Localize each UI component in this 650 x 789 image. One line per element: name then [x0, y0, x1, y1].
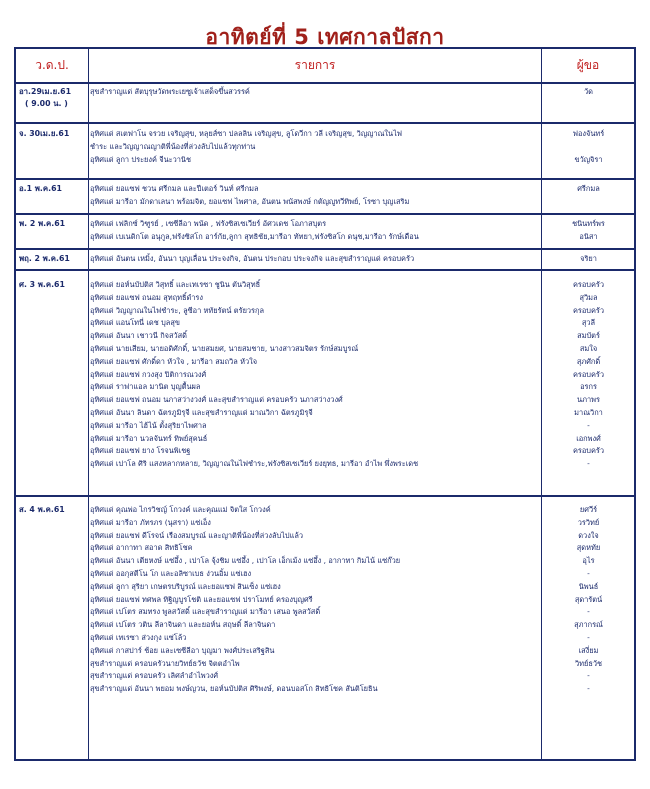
row-items	[90, 253, 542, 266]
row-requesters	[543, 504, 634, 696]
intention-line: อุทิศแด่ สเตฟาโน จรวย เจริญสุข, หลุยส์ซา ปลลลิน เจริญสุข, ลูโดวีกา วลี เจริญสุข, วิญญาณในไฟ	[90, 129, 403, 138]
schedule-table	[14, 47, 636, 761]
intention-line: อุทิศแด่ ยอแซฟ กวงสุง ปิติการณวงศ์	[90, 369, 207, 379]
intention-line: อุทิศแด่ คุณพ่อ ไกรวิชญ์ โกวงค์ และคุณแม่ จิตใส โกวงค์	[90, 505, 271, 514]
requester-name: เสงี่ยม	[578, 645, 599, 655]
intention-line: อุทิศแด่ ลูกา ประยงค์ จีนะวานิช	[90, 154, 192, 164]
header-requester: ผู้ขอ	[576, 58, 600, 72]
table-row	[16, 271, 634, 497]
row-date-text: ศ. 3 พ.ค.61	[19, 280, 65, 289]
intention-line: อุทิศแด่ ยอแซฟ ยาง โรจนพิเชฐ	[90, 446, 191, 456]
requester-name: ดวงใจ	[578, 530, 599, 540]
intention-line: อุทิศแด่ ลูกา สุริยา เกษตรบริบูรณ์ และยอแซฟ สินเซ็ง แซ่เฮง	[90, 581, 281, 591]
intention-line: อุทิศแด่ ยอแซฟ ชวน ศรีกมล และปีเตอร์ วินท์ ศรีกมล	[90, 184, 259, 193]
row-date	[19, 218, 83, 230]
row-requesters	[543, 128, 634, 166]
requester-name: อนิสา	[579, 231, 598, 241]
requester-name: วรวิทย์	[577, 517, 600, 527]
requester-name: ยศวีร์	[579, 505, 598, 514]
row-date	[19, 183, 83, 195]
row-date-text: พฤ. 2 พ.ค.61	[19, 254, 70, 263]
row-requesters	[543, 218, 634, 244]
requester-name: สุดารัตน์	[574, 594, 603, 604]
table-row	[16, 497, 634, 761]
intention-line: อุทิศแด่ แอนโทนี่ เดช บุลสุข	[90, 318, 180, 328]
intention-line: สุขสำราญแด่ ครอบครัว เลิศลำอำไพวงศ์	[90, 671, 219, 681]
row-items	[90, 128, 542, 166]
requester-name: สุภศักดิ์	[576, 356, 601, 366]
requester-name: -	[587, 420, 590, 430]
row-date	[19, 504, 83, 516]
intention-line: อุทิศแด่ อันนา เชาวนี กิจสวัสดิ์	[90, 331, 187, 341]
requester-name: จริยา	[580, 254, 597, 263]
intention-line: อุทิศแด่ เบเนดิกโต อนุกูล,ฟรังซิสโก อาร์กัย,ลูกา สุทธิชัย,มารีอา ทัทยา,ฟรังซิสโก ดนุช,มารีอา รักษ์เดือน	[90, 231, 419, 241]
intention-line: อุทิศแด่ เปโตร วติน ลีลาจินดา และยอห์น สฤษดิ์ ลีลาจินดา	[90, 620, 276, 630]
intention-line: สุขสำราญแด่ ครอบครัวนายวิทย์ธวัช จิตตอำไพ	[90, 658, 240, 668]
intention-line: อุทิศแด่ เปาโล ศิริ แสงหลากหลาย, วิญญาณในไฟชำระ,ฟรังซิสเซเวียร์ ยงยุทธ, มารีอา อำไพ พึ่งพระเดช	[90, 459, 419, 469]
table-row	[16, 124, 634, 180]
intention-line: สุขสำราญแด่ อันนา พยอม พงษ์ญวน, ยอห์นบัปติส ศิริพงษ์, ดอนบอสโก สิทธิโชค สันติโยธิน	[90, 684, 378, 694]
requester-name: สุดหทัย	[576, 543, 601, 553]
intention-line: อุทิศแด่ เทเรซา ส่วงกุง แซ่โล้ว	[90, 632, 187, 642]
requester-name: ครอบครัว	[572, 305, 605, 315]
row-items	[90, 279, 542, 471]
intention-line: ชำระ และวิญญาณญาติพี่น้องที่ล่วงลับไปแล้วทุกท่าน	[90, 141, 256, 151]
row-date-text: อ.1 พ.ค.61	[19, 184, 62, 193]
row-items	[90, 504, 542, 696]
requester-name: ชนินทร์พร	[572, 219, 605, 228]
requester-name: นิพนธ์	[578, 581, 599, 591]
requester-name: นภาพร	[577, 395, 600, 405]
table-row	[16, 180, 634, 215]
requester-name: สุวลี	[581, 318, 596, 328]
intention-line: อุทิศแด่ ราฟาแอล มานิต บุญตื้นผล	[90, 382, 201, 392]
requester-name: ฟองจันทร์	[572, 129, 605, 138]
table-row	[16, 82, 634, 124]
row-requesters	[543, 253, 634, 266]
requester-name: สุภากรณ์	[574, 620, 603, 630]
requester-name: -	[587, 632, 590, 642]
intention-line: อุทิศแด่ นายเสียม, นายอดิศักดิ์, นายสมยศ, นายสมชาย, นางสาวสมจิตร รักษ์สมบูรณ์	[90, 343, 359, 353]
requester-name	[543, 141, 634, 154]
intention-line: อุทิศแด่ ยอแซฟ ดีโรจน์ เรืองสมบูรณ์ และญาติพี่น้องที่ล่วงลับไปแล้ว	[90, 530, 304, 540]
requester-name: วัด	[584, 87, 593, 96]
requester-name: -	[587, 607, 590, 617]
requester-name: อรกร	[580, 382, 597, 392]
row-time: ( 9.00 น. )	[25, 99, 68, 108]
intention-line: อุทิศแด่ อันนา เตียหงษ์ แซ่อึ้ง , เปาโล จุ้งชิม แซ่อึ้ง , เปาโล เอ็กเม้ง แซ่อึ้ง , อากาทา กิมไน้ แซ่ก๊วย	[90, 556, 401, 566]
header-items: รายการ	[294, 58, 336, 72]
row-requesters	[543, 183, 634, 209]
intention-line: อุทิศแด่ ยอแซฟ ทศพล ทิฐิญบูรโชติ และยอแซฟ ปราโมทย์ ครองบุญศรี	[90, 594, 313, 604]
intention-line: อุทิศแด่ วิญญาณในไฟชำระ, ลูซีอา หทัยรัตน์ ตรัยวรกุล	[90, 305, 265, 315]
row-date-text: พ. 2 พ.ค.61	[19, 219, 66, 228]
intention-line: อุทิศแด่ กาสปาร์ ช้อย และเซซีลีอา บุญมา พงศ์ประเสริฐสิน	[90, 645, 275, 655]
intention-line: อุทิศแด่ มารีอา มักดาเลนา พร้อมจิต, ยอแซฟ ไพศาล, อันตน พนัสพงษ์ กตัญญูทวีทิพย์, โรซา บุญเสริม	[90, 196, 410, 206]
requester-name: ขวัญจิรา	[574, 154, 603, 164]
requester-name: มาณวิกา	[574, 407, 603, 417]
requester-name: ครอบครัว	[572, 369, 605, 379]
intention-line: อุทิศแด่ เปโตร สมทรง พูลสวัสดิ์ และสุขสำราญแด่ มารีอา เสนอ พูลสวัสดิ์	[90, 607, 321, 617]
row-date	[19, 253, 83, 265]
requester-name: ครอบครัว	[572, 280, 605, 289]
table-row	[16, 250, 634, 271]
intention-line: อุทิศแด่ ออกุสตีโน โก และอลิซาเบธ ง่วนอิ้ม แซ่เฮง	[90, 568, 252, 578]
requester-name: -	[587, 568, 590, 578]
intention-line: อุทิศแด่ อากาทา สอาด สิทธิโชค	[90, 543, 193, 553]
intention-line: อุทิศแด่ เฟลิกซ์ วิฑูรย์ , เซซีลีอา พนัด , ฟรังซิสเซเวียร์ อัศวเดช โอภาสบุตร	[90, 219, 327, 228]
row-date-text: จ. 30เม.ย.61	[19, 129, 70, 138]
intention-line: อุทิศแด่ ยอแซฟ ถนอม สุทฤทธิ์ดำรง	[90, 292, 203, 302]
row-items	[90, 86, 542, 99]
intention-line: อุทิศแด่ มารีอา ไฮ้ไน้ ตั้งสุริยาไพศาล	[90, 420, 207, 430]
row-items	[90, 183, 542, 209]
row-date	[19, 128, 83, 140]
page-title: อาทิตย์ที่ 5 เทศกาลปัสกา	[205, 25, 445, 49]
table-header	[16, 49, 634, 84]
requester-name: สมใจ	[579, 343, 598, 353]
row-date-text: อา.29เม.ย.61	[19, 87, 72, 96]
requester-name: สุวิมล	[579, 292, 598, 302]
requester-name: -	[587, 684, 590, 694]
row-date	[19, 86, 83, 110]
intention-line: อุทิศแด่ ยอห์นบัปติส วิสุทธิ์ และเทเรซา ชูนิน ตันวิสุทธิ์	[90, 280, 261, 289]
row-requesters	[543, 279, 634, 471]
intention-line: สุขสำราญแด่ สัตบุรุษวัดพระเยซูเจ้าเสด็จขึ้นสวรรค์	[90, 87, 250, 96]
requester-name: สมบัตร์	[577, 331, 600, 341]
requester-name: -	[587, 671, 590, 681]
requester-name: ศรีกมล	[577, 184, 600, 193]
intention-line: อุทิศแด่ ยอแซฟ ถนอม นภาสว่างวงศ์ และสุขสำราญแด่ ครอบครัว นภาสว่างวงศ์	[90, 395, 343, 405]
row-date-text: ส. 4 พ.ค.61	[19, 505, 65, 514]
intention-line: อุทิศแด่ มารีอา ภัทรภร (นุสรา) แซ่เอ็ง	[90, 517, 211, 527]
table-row	[16, 215, 634, 250]
row-date	[19, 279, 83, 291]
requester-name	[543, 196, 634, 209]
requester-name: ครอบครัว	[572, 446, 605, 456]
requester-name: อุไร	[582, 556, 595, 566]
row-items	[90, 218, 542, 244]
requester-name: วิทย์ธวัช	[574, 658, 603, 668]
requester-name: เอกพงศ์	[576, 433, 601, 443]
requester-name: -	[587, 459, 590, 469]
intention-line: อุทิศแด่ มารีอา นวลจันทร์ ทิพย์สุคนธ์	[90, 433, 208, 443]
intention-line: อุทิศแด่ ยอแซฟ ศักดิ์ดา หัวใจ , มารีอา สมถวิล หัวใจ	[90, 356, 258, 366]
header-date: ว.ด.ป.	[35, 58, 69, 72]
row-requesters	[543, 86, 634, 99]
intention-line: อุทิศแด่ อันตน เหมิ้ง, อันนา บุญเลื่อน ประจงกิจ, อันตน ประกอบ ประจงกิจ และสุขสำราญแด่ ครอบครัว	[90, 254, 415, 263]
intention-line: อุทิศแด่ อันนา ลินดา ฉัตรภูมิรุจี และสุขสำราญแด่ มาณวิกา ฉัตรภูมิรุจี	[90, 407, 313, 417]
